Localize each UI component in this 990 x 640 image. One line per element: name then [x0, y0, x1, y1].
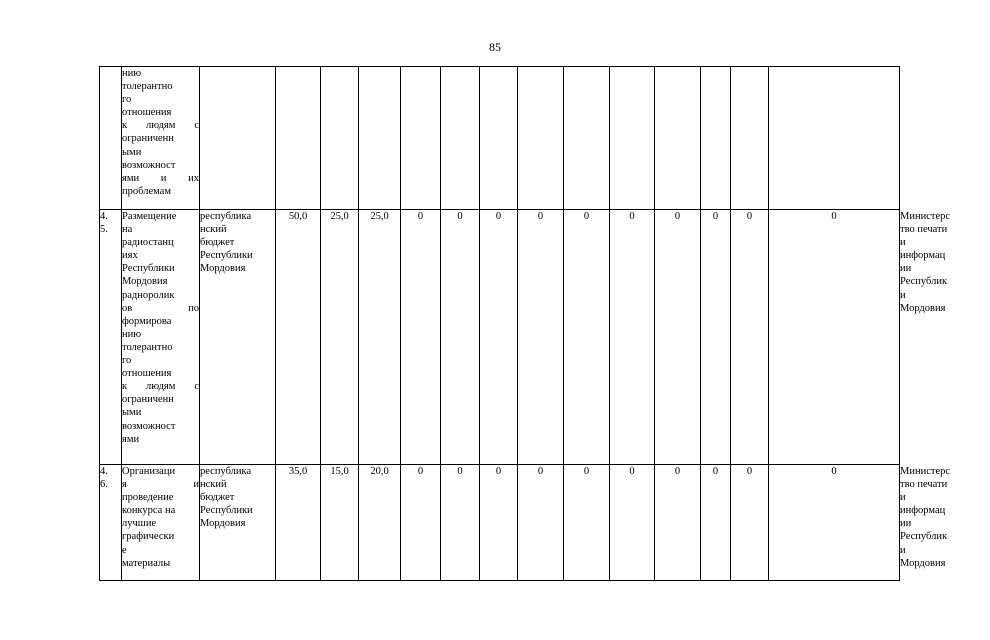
item-number-line: 4.	[100, 211, 108, 222]
amount-cell: 0	[441, 210, 480, 465]
funding-source-cell	[200, 210, 276, 465]
amount-cell	[480, 67, 518, 210]
funding-source-line: нский	[200, 224, 227, 236]
amount-cell: 0	[701, 210, 731, 465]
activity-name-line: Мордовия	[122, 276, 168, 288]
activity-name-line: ями	[122, 433, 140, 445]
amount-cell	[518, 67, 564, 210]
activity-name-line: материалы	[122, 557, 171, 569]
amount-cell: 35,0	[276, 465, 321, 581]
amount-cell: 0	[731, 465, 769, 581]
amount-cell: 0	[401, 465, 441, 581]
amount-cell	[321, 67, 359, 210]
amount-cell: 0	[655, 465, 701, 581]
amount-cell: 0	[610, 465, 655, 581]
amount-cell: 0	[564, 210, 610, 465]
activity-name-line: толерантно	[122, 341, 173, 353]
amount-cell	[731, 67, 769, 210]
amount-cell: 0	[731, 210, 769, 465]
amount-cell: 20,0	[359, 465, 401, 581]
activity-name-line: к людям с	[122, 381, 199, 393]
table-row: 4. 6. Организаци я и проведение конкурса на лучшие графически е материалы республика нский бюджет Республики Мордовия 35,0 15,0 20,0 0 0 0 0 0 0 0 0 0 0 Министерс тво печати и информац ии Республик и Мордовия	[100, 465, 900, 581]
amount-cell	[701, 67, 731, 210]
activity-name-line: го	[122, 355, 132, 367]
item-number-cell	[100, 67, 122, 210]
funding-source-cell	[200, 67, 276, 210]
item-number-line: 4.	[100, 466, 108, 477]
amount-cell	[401, 67, 441, 210]
funding-source-line: нский	[200, 479, 227, 491]
activity-name-line: лучшие	[122, 518, 157, 530]
amount-cell: 0	[480, 210, 518, 465]
activity-name-line: отношения	[122, 107, 172, 119]
activity-name-line: ыми	[122, 146, 142, 158]
activity-name-line: ыми	[122, 407, 142, 419]
amount-cell: 0	[441, 465, 480, 581]
activity-name-line: нию	[122, 328, 142, 340]
activity-name-line: графически	[122, 531, 175, 543]
amount-cell: 0	[480, 465, 518, 581]
activity-name-line: проведение	[122, 492, 174, 504]
activity-name-line: Размещение	[122, 211, 177, 222]
funding-source-line: Республики	[200, 505, 253, 517]
funding-source-line: бюджет	[200, 492, 235, 504]
amount-cell: 0	[564, 465, 610, 581]
amount-cell: 25,0	[321, 210, 359, 465]
activity-name-line: возможност	[122, 159, 176, 171]
activity-name-cell	[122, 210, 200, 465]
item-number-line: 5.	[100, 224, 108, 236]
activity-name-line: ограниченн	[122, 394, 174, 406]
funding-source-line: Мордовия	[200, 518, 246, 530]
amount-cell: 0	[701, 465, 731, 581]
activity-name-line: толерантно	[122, 81, 173, 93]
activity-name-line: Республики	[122, 263, 175, 275]
activity-name-line: к людям с	[122, 120, 199, 132]
activity-name-line: я и	[122, 479, 199, 491]
activity-name-line: радноролик	[122, 289, 175, 301]
amount-cell: 25,0	[359, 210, 401, 465]
activity-name-line: конкурса на	[122, 505, 176, 517]
funding-source-line: Республики	[200, 250, 253, 262]
amount-cell	[610, 67, 655, 210]
table-body	[100, 67, 951, 581]
activity-name-line: возможност	[122, 420, 176, 432]
item-number-cell	[100, 465, 122, 581]
funding-source-line: Мордовия	[200, 263, 246, 275]
amount-cell	[359, 67, 401, 210]
amount-cell: 0	[655, 210, 701, 465]
activity-name-line: Организаци	[122, 466, 176, 477]
activity-name-line: го	[122, 94, 132, 106]
budget-table	[99, 66, 951, 581]
amount-cell	[564, 67, 610, 210]
funding-source-line: республика	[200, 211, 252, 222]
amount-cell: 0	[769, 465, 900, 581]
amount-cell: 0	[518, 465, 564, 581]
amount-cell: 50,0	[276, 210, 321, 465]
activity-name-line: ограниченн	[122, 133, 174, 145]
activity-name-cell	[122, 465, 200, 581]
amount-cell: 0	[401, 210, 441, 465]
activity-name-line: ов по	[122, 302, 199, 314]
activity-name-line: ями и их	[122, 172, 199, 184]
item-number-cell	[100, 210, 122, 465]
table-row	[100, 67, 900, 210]
table-row: 4. 5. Размещение на радиостанц иях Республики Мордовия радноролик ов по формирова нию толерантно го отношения к людям с ограниченн ыми возможност ями республика нский бюджет Республики Мордовия 50,0 25,0 25,0 0 0 0 0 0 0 0 0 0 0 Министерс тво печати и информац ии Республик и Мордовия	[100, 210, 900, 465]
funding-source-line: бюджет	[200, 237, 235, 249]
item-number-line: 6.	[100, 479, 108, 491]
activity-name-cell	[122, 67, 200, 210]
activity-name-line: иях	[122, 250, 138, 262]
activity-name-line: формирова	[122, 315, 172, 327]
activity-name-line: отношения	[122, 368, 172, 380]
amount-cell	[769, 67, 900, 210]
amount-cell	[441, 67, 480, 210]
amount-cell: 0	[769, 210, 900, 465]
activity-name-line: радиостанц	[122, 237, 174, 249]
activity-name-line: на	[122, 224, 133, 236]
activity-name-line: проблемам	[122, 185, 171, 197]
funding-source-cell	[200, 465, 276, 581]
activity-name-line: нию	[122, 68, 142, 79]
amount-cell	[276, 67, 321, 210]
amount-cell: 0	[610, 210, 655, 465]
amount-cell: 15,0	[321, 465, 359, 581]
funding-source-line: республика	[200, 466, 252, 477]
amount-cell: 0	[518, 210, 564, 465]
page-number: 85	[489, 40, 501, 54]
amount-cell	[655, 67, 701, 210]
activity-name-line: е	[122, 544, 127, 556]
